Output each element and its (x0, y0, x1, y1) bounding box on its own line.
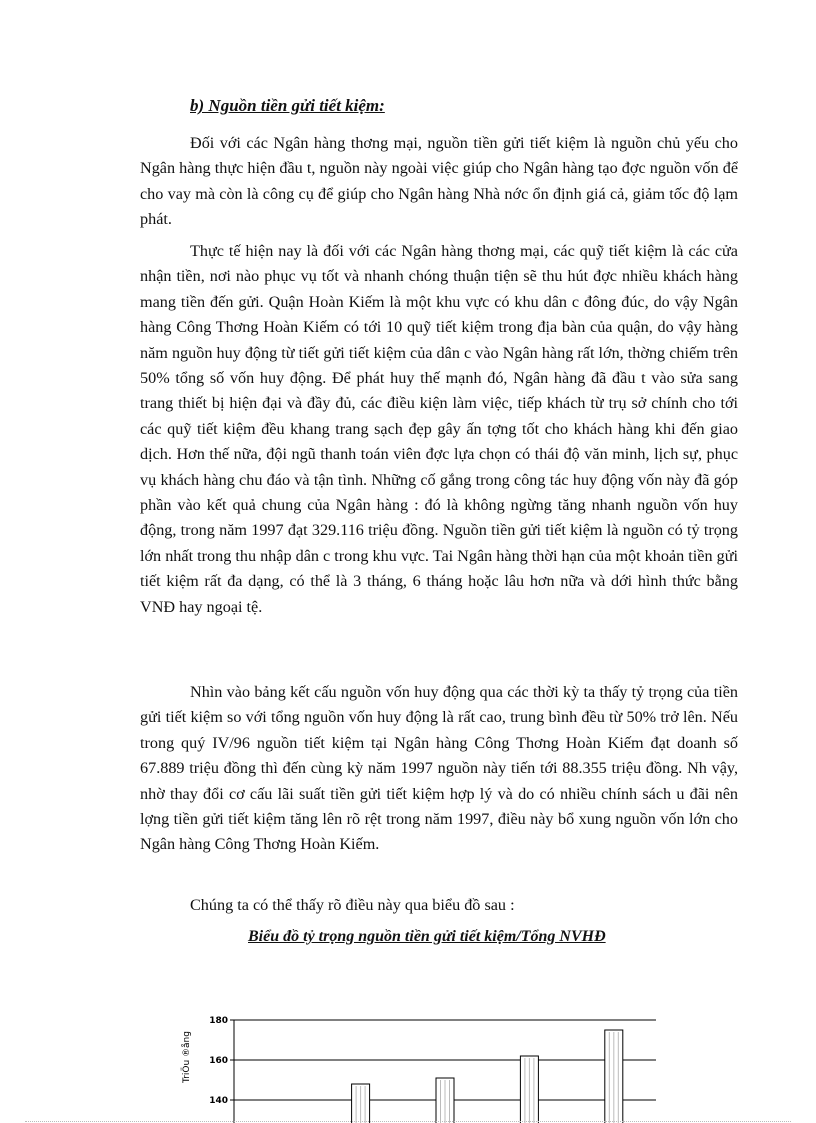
paragraph-2: Thực tế hiện nay là đối với các Ngân hàng thơng mại, các quỹ tiết kiệm là các cửa nhận tiền, nơi nào phục vụ tốt và nhanh chóng thuận tiện sẽ thu hút đợc nhiều khách hàng mang tiền đến gửi. Quận Hoàn Kiếm là một khu vực có khu dân c đông đúc, do vậy Ngân hàng Công Thơng Hoàn Kiếm có tới 10 quỹ tiết kiệm trong địa bàn của quận, do vậy hàng năm nguồn huy động từ tiết gửi tiết kiệm của dân c vào Ngân hàng rất lớn, thờng chiếm trên 50% tổng số vốn huy động. Để phát huy thế mạnh đó, Ngân hàng đã đầu t vào sửa sang trang thiết bị hiện đại và đầy đủ, các điều kiện làm việc, tiếp khách từ trụ sở chính cho tới các quỹ tiết kiệm đều khang trang sạch đẹp gây ấn tợng tốt cho khách hàng khi đến giao dịch. Hơn thế nữa, đội ngũ thanh toán viên đợc lựa chọn có thái độ văn minh, lịch sự, phục vụ khách hàng chu đáo và tận tình. Những cố gắng trong công tác huy động vốn này đã góp phần vào kết quả chung của Ngân hàng : đó là không ngừng tăng nhanh nguồn vốn huy động, trong năm 1997 đạt 329.116 triệu đồng. Nguồn tiền gửi tiết kiệm là nguồn có tỷ trọng lớn nhất trong thu nhập dân c trong khu vực. Tai Ngân hàng thời hạn của một khoản tiền gửi tiết kiệm rất đa dạng, có thể là 3 tháng, 6 tháng hoặc lâu hơn nữa và dới hình thức bằng VNĐ hay ngoại tệ. (140, 242, 738, 616)
chart-y-tick-label: 180 (209, 1016, 228, 1026)
chart-y-axis-label: TriÖu ®ång (182, 1031, 192, 1083)
page-bottom-divider (25, 1121, 791, 1122)
bar-chart (170, 1000, 670, 1123)
chart-title: Biểu đồ tỷ trọng nguồn tiền gửi tiết kiệm/Tổng NVHĐ (248, 928, 606, 945)
paragraph-3: Nhìn vào bảng kết cấu nguồn vốn huy động qua các thời kỳ ta thấy tỷ trọng của tiền gửi tiết kiệm so với tổng nguồn vốn huy động là rất cao, trung bình đều từ 50% trở lên. Nếu trong quý IV/96 nguồn tiết kiệm tại Ngân hàng Công Thơng Hoàn Kiếm đạt doanh số 67.889 triệu đồng thì đến cùng kỳ năm 1997 nguồn này tiến tới 88.355 triệu đồng. Nh vậy, nhờ thay đổi cơ cấu lãi suất tiền gửi tiết kiệm hợp lý và do có nhiều chính sách u đãi nên lợng tiền gửi tiết kiệm tăng lên rõ rệt trong năm 1997, điều này bổ xung nguồn vốn lớn cho Ngân hàng Công Thơng Hoàn Kiếm. (140, 683, 738, 854)
section-heading: b) Nguồn tiền gửi tiết kiệm: (190, 96, 385, 115)
chart-y-tick-label: 140 (209, 1096, 228, 1106)
chart-y-tick-label: 160 (209, 1056, 228, 1066)
paragraph-1: Đối với các Ngân hàng thơng mại, nguồn tiền gửi tiết kiệm là nguồn chủ yếu cho Ngân hàng thực hiện đầu t, nguồn này ngoài việc giúp cho Ngân hàng tạo đợc nguồn vốn để cho vay mà còn là công cụ để giúp cho Ngân hàng Nhà nớc ổn định giá cả, giảm tốc độ lạm phát. (140, 134, 738, 229)
paragraph-4: Chúng ta có thể thấy rõ điều này qua biểu đồ sau : (190, 896, 515, 914)
